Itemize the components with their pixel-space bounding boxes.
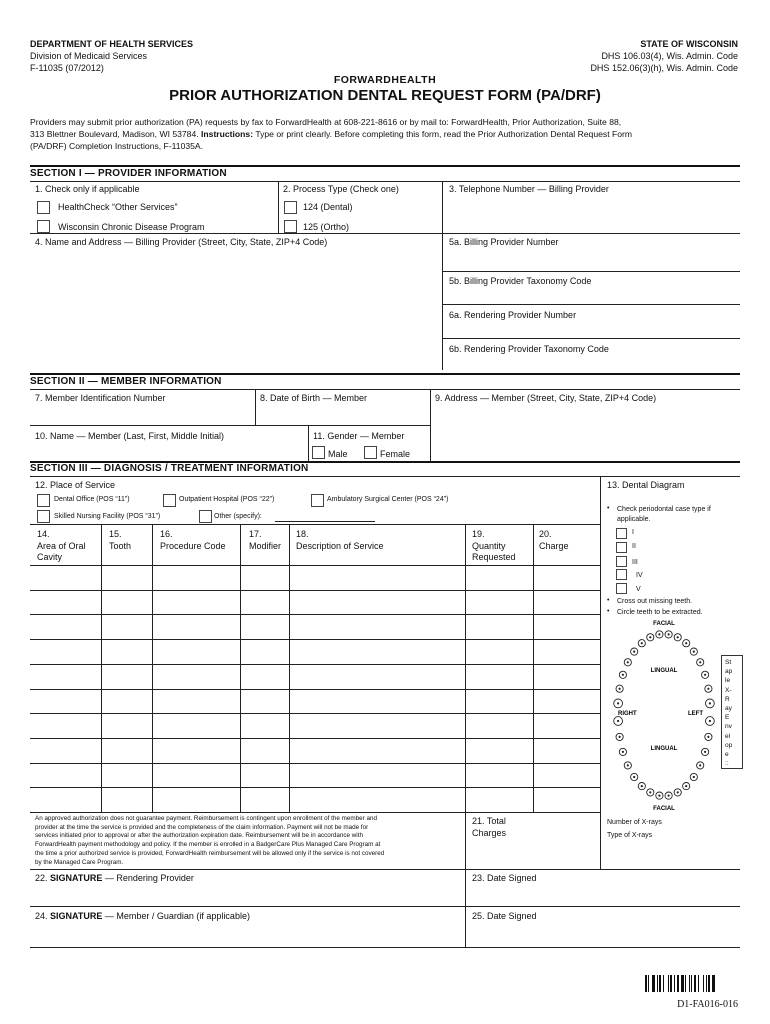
signature-member-label: 24. SIGNATURE — Member / Guardian (if applicable) (35, 911, 250, 921)
tooth-mark (699, 661, 701, 663)
section-2-title: SECTION II — MEMBER INFORMATION (30, 376, 222, 387)
perio-note-bullet: • (607, 505, 610, 512)
tooth-mark (649, 636, 651, 638)
tooth-mark (658, 795, 660, 797)
lingual-upper-label: LINGUAL (650, 668, 678, 674)
lower-arch-teeth (614, 717, 715, 800)
col-17-header: 17. Modifier (249, 529, 282, 551)
gender-male-label: Male (328, 449, 348, 459)
barcode-bar (645, 975, 647, 992)
tooth-mark (704, 751, 706, 753)
gender-male-checkbox[interactable] (312, 446, 325, 459)
tooth-mark (707, 736, 709, 738)
intro-line-1: Providers may submit prior authorization (PA) requests by fax to ForwardHealth at 608-221-8616 or by mail to: ForwardHealth, Prior Authorization, Suite 88, (30, 117, 622, 127)
perio-type-3-label: III (632, 559, 638, 566)
admin-code-1: DHS 106.03(4), Wis. Admin. Code (601, 51, 738, 61)
tooth-mark (668, 795, 670, 797)
admin-code-2: DHS 152.06(3)(h), Wis. Admin. Code (590, 63, 738, 73)
perio-type-3-checkbox[interactable] (616, 556, 627, 567)
gender-female-label: Female (380, 449, 411, 459)
tooth-mark (677, 636, 679, 638)
dental-124-label: 124 (Dental) (303, 202, 353, 212)
tooth-mark (693, 776, 695, 778)
table-row[interactable] (30, 739, 600, 763)
pos-outpatient-checkbox[interactable] (163, 494, 176, 507)
left-side-label: LEFT (688, 711, 703, 717)
field-2-label: 2. Process Type (Check one) (283, 184, 399, 194)
barcode-bar (703, 975, 704, 992)
barcode-bar (706, 975, 707, 992)
barcode-bar (708, 975, 710, 992)
table-row[interactable] (30, 640, 600, 664)
department-name: DEPARTMENT OF HEALTH SERVICES (30, 39, 194, 49)
tooth-mark (617, 720, 619, 722)
col-20-header: 20. Charge (539, 529, 569, 551)
barcode-bar (689, 975, 690, 992)
perio-type-1-label: I (632, 529, 634, 536)
ortho-125-checkbox[interactable] (284, 220, 297, 233)
col-16-header: 16. Procedure Code (160, 529, 226, 551)
section-divider (30, 165, 740, 167)
right-side-label: RIGHT (618, 711, 637, 717)
form-number: F-11035 (07/2012) (30, 63, 104, 73)
healthcheck-label: HealthCheck “Other Services” (58, 202, 178, 212)
barcode-bar (663, 975, 664, 992)
tooth-mark (685, 642, 687, 644)
tooth-mark (677, 791, 679, 793)
field-1-label: 1. Check only if applicable (35, 184, 140, 194)
field-13-label: 13. Dental Diagram (607, 480, 685, 490)
table-row[interactable] (30, 615, 600, 639)
field-9-label: 9. Address — Member (Street, City, State, ZIP+4 Code) (435, 393, 657, 403)
tooth-mark (627, 661, 629, 663)
pos-dental-office-label: Dental Office (POS “11”) (54, 496, 130, 503)
xrays-type-label: Type of X-rays (607, 832, 653, 839)
barcode-bar (670, 975, 672, 992)
state-name: STATE OF WISCONSIN (640, 39, 738, 49)
col-14-header: 14. Area of Oral Cavity (37, 529, 86, 562)
perio-type-2-checkbox[interactable] (616, 542, 627, 553)
dental-124-checkbox[interactable] (284, 201, 297, 214)
barcode-bar (677, 975, 679, 992)
tooth-mark (707, 688, 709, 690)
tooth-mark (704, 674, 706, 676)
field-11-label: 11. Gender — Member (313, 431, 405, 441)
healthcheck-checkbox[interactable] (37, 201, 50, 214)
ortho-125-label: 125 (Ortho) (303, 222, 350, 232)
field-7-label: 7. Member Identification Number (35, 393, 166, 403)
field-5a-label: 5a. Billing Provider Number (449, 237, 559, 247)
program-name: FORWARDHEALTH (333, 74, 437, 86)
field-4-label: 4. Name and Address — Billing Provider (Street, City, State, ZIP+4 Code) (35, 237, 328, 247)
pos-ambulatory-label: Ambulatory Surgical Center (POS “24”) (327, 496, 449, 503)
col-18-header: 18. Description of Service (296, 529, 384, 551)
perio-type-2-label: II (632, 543, 636, 550)
tooth-mark (641, 642, 643, 644)
barcode-bar (668, 975, 669, 992)
barcode-bar (648, 975, 649, 992)
table-row[interactable] (30, 764, 600, 788)
intro-line-3: (PA/DRF) Completion Instructions, F-11035A. (30, 141, 204, 151)
field-3-label: 3. Telephone Number — Billing Provider (449, 184, 609, 194)
tooth-mark (668, 633, 670, 635)
payment-disclaimer: An approved authorization does not guarantee payment. Reimbursement is contingent upon enrollment of the member and provider at the time the service is provided and the completeness of the claim information. Payment will not be made for services initiated prior to approval or after the authorization expiration date. Reimbursement will be in accordance with ForwardHealth payment methodology and policy. If the member is enrolled in a BadgerCare Plus Managed Care Program at the time a prior authorized service is provided, ForwardHealth reimbursement will be allowed only if the service is not covered by the Managed Care Program. (35, 815, 385, 866)
date-signed-provider-label: 23. Date Signed (472, 873, 537, 883)
tooth-mark (693, 651, 695, 653)
barcode-bar (659, 975, 661, 992)
perio-type-1-checkbox[interactable] (616, 528, 627, 539)
barcode-bar (674, 975, 675, 992)
signature-provider-label: 22. SIGNATURE — Rendering Provider (35, 873, 194, 883)
date-signed-member-label: 25. Date Signed (472, 911, 537, 921)
perio-type-5-checkbox[interactable] (616, 583, 627, 594)
tooth-mark (658, 633, 660, 635)
xray-envelope-label: St ap le X- R ay E nv el op e :: (725, 659, 733, 768)
pos-other-label: Other (specify): (214, 513, 262, 520)
pos-skilled-nursing-label: Skilled Nursing Facility (POS “31”) (54, 513, 161, 520)
tooth-mark (699, 764, 701, 766)
table-row[interactable] (30, 714, 600, 738)
missing-teeth-note: Cross out missing teeth. (617, 598, 693, 605)
barcode-bar (712, 975, 715, 992)
tooth-mark (619, 736, 621, 738)
tooth-mark (617, 702, 619, 704)
chronic-disease-label: Wisconsin Chronic Disease Program (58, 222, 205, 232)
pos-outpatient-label: Outpatient Hospital (POS “22”) (179, 496, 275, 503)
perio-type-4-checkbox[interactable] (616, 569, 627, 580)
division-name: Division of Medicaid Services (30, 51, 148, 61)
footer-code: D1-FA016-016 (677, 999, 738, 1010)
perio-type-5-label: V (636, 586, 641, 593)
table-row-line (30, 812, 600, 813)
pos-other-input-line[interactable] (275, 521, 375, 522)
perio-type-4-label: IV (636, 572, 643, 579)
form-title: PRIOR AUTHORIZATION DENTAL REQUEST FORM (PA/DRF) (169, 87, 601, 104)
facial-bottom-label: FACIAL (653, 806, 675, 812)
tooth-mark (685, 785, 687, 787)
chronic-disease-checkbox[interactable] (37, 220, 50, 233)
pos-skilled-nursing-checkbox[interactable] (37, 510, 50, 523)
barcode-bar (652, 975, 655, 992)
barcode-bar (698, 975, 699, 992)
tooth-mark (709, 720, 711, 722)
section-1-title: SECTION I — PROVIDER INFORMATION (30, 168, 227, 179)
pos-other-checkbox[interactable] (199, 510, 212, 523)
field-21-label: 21. Total Charges (472, 816, 507, 838)
tooth-mark (709, 702, 711, 704)
facial-top-label: FACIAL (653, 621, 675, 627)
dental-arch-diagram[interactable] (604, 616, 724, 814)
col-15-header: 15. Tooth (109, 529, 132, 551)
table-row[interactable] (30, 690, 600, 714)
tooth-mark (622, 674, 624, 676)
barcode-bar (685, 975, 686, 992)
field-6a-label: 6a. Rendering Provider Number (449, 310, 577, 320)
pos-dental-office-checkbox[interactable] (37, 494, 50, 507)
field-5b-label: 5b. Billing Provider Taxonomy Code (449, 276, 592, 286)
barcode-bar (657, 975, 658, 992)
tooth-mark (627, 764, 629, 766)
tooth-mark (622, 751, 624, 753)
tooth-mark (641, 785, 643, 787)
col-19-header: 19. Quantity Requested (472, 529, 516, 562)
extraction-note: Circle teeth to be extracted. (617, 609, 703, 616)
field-10-label: 10. Name — Member (Last, First, Middle Initial) (35, 431, 225, 441)
xrays-number-label: Number of X-rays (607, 819, 662, 826)
tooth-mark (633, 776, 635, 778)
table-row[interactable] (30, 788, 600, 812)
barcode-bar (694, 975, 696, 992)
section-3-title: SECTION III — DIAGNOSIS / TREATMENT INFORMATION (30, 463, 309, 474)
tooth-mark (633, 651, 635, 653)
barcode-bar (681, 975, 684, 992)
table-row[interactable] (30, 591, 600, 615)
perio-note: Check periodontal case type if applicable. (617, 506, 711, 523)
field-6b-label: 6b. Rendering Provider Taxonomy Code (449, 344, 609, 354)
pos-ambulatory-checkbox[interactable] (311, 494, 324, 507)
table-row[interactable] (30, 665, 600, 689)
field-8-label: 8. Date of Birth — Member (260, 393, 368, 403)
table-row[interactable] (30, 566, 600, 590)
tooth-mark (619, 688, 621, 690)
barcode-bar (691, 975, 692, 992)
intro-line-2: 313 Blettner Boulevard, Madison, WI 53784. Instructions: Type or print clearly. Before completing this form, read the Prior Authorization Dental Request Form (30, 129, 633, 139)
gender-female-checkbox[interactable] (364, 446, 377, 459)
form-barcode (645, 975, 740, 992)
tooth-mark (649, 791, 651, 793)
lingual-lower-label: LINGUAL (650, 746, 678, 752)
field-12-label: 12. Place of Service (35, 480, 116, 490)
